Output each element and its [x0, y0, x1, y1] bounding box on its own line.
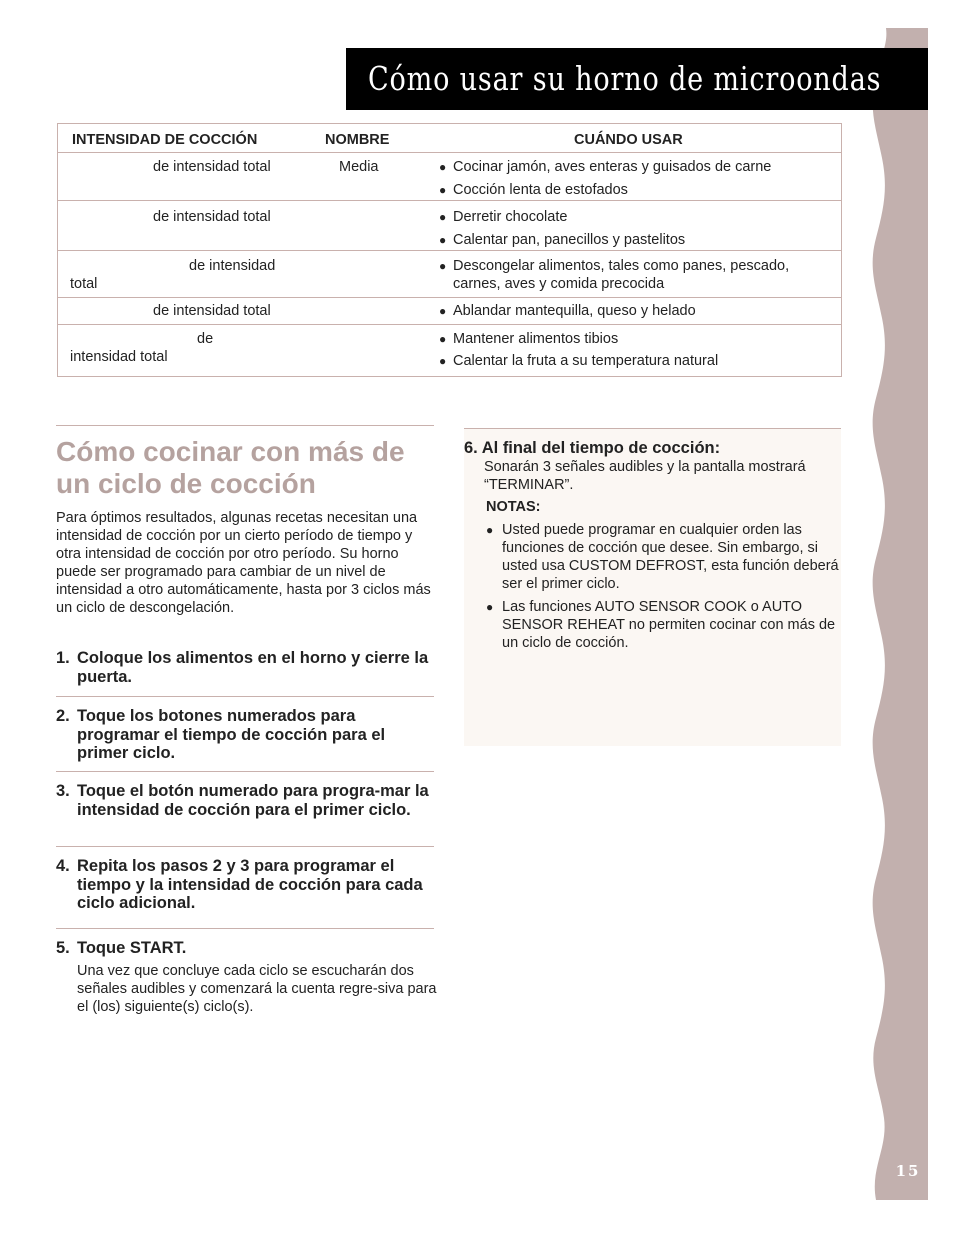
section-intro: Para óptimos resultados, algunas recetas necesitan una intensidad de cocción por un cierto período de tiempo y otra intensidad de cocción por otro período. Su horno puede ser programado para cambiar de un nivel de intensidad a otro automáticamente, hasta por 3 ciclos más un ciclo de descongelación.: [56, 510, 431, 616]
step-divider: [56, 696, 434, 697]
step-text: Repita los pasos 2 y 3 para programar el tiempo y la intensidad de cocción para cada ciclo adicional.: [77, 857, 423, 912]
intensity-cell: de intensidad: [189, 258, 276, 274]
step-text: Coloque los alimentos en el horno y cierre la puerta.: [77, 649, 429, 686]
step-6-box: [464, 428, 841, 746]
table-row: [58, 152, 841, 201]
table-row: [58, 250, 841, 298]
bullet-icon: ●: [486, 600, 494, 614]
bullet-icon: ●: [439, 160, 447, 174]
decorative-side-band: [872, 28, 928, 1200]
use-item: ● Mantener alimentos tibios: [439, 331, 619, 347]
step-divider: [56, 771, 434, 772]
table-row: [58, 297, 841, 325]
use-item: ● Derretir chocolate: [439, 209, 568, 225]
header-intensity: INTENSIDAD DE COCCIÓN: [72, 132, 258, 148]
use-item: ● Cocinar jamón, aves enteras y guisados de carne: [439, 159, 772, 175]
step-6-body: Sonarán 3 señales audibles y la pantalla mostrará “TERMINAR”.: [484, 459, 806, 493]
page-title-bar: [346, 48, 928, 110]
page-title: Cómo usar su horno de microondas: [368, 59, 882, 98]
use-item: ● Calentar la fruta a su temperatura natural: [439, 353, 719, 369]
name-cell: Media: [339, 159, 379, 175]
bullet-icon: ●: [439, 210, 447, 224]
step-number: 4.: [56, 857, 70, 875]
page-number: 15: [895, 1162, 921, 1180]
table-row: [58, 200, 841, 251]
step-5-body: Una vez que concluye cada ciclo se escucharán dos señales audibles y comenzará la cuenta regre-siva para el (los) siguiente(s) ciclo(s).: [77, 963, 437, 1015]
table-row: [58, 324, 841, 377]
step-divider: [56, 846, 434, 847]
use-item: ● Descongelar alimentos, tales como panes, pescado, carnes, aves y comida precocida: [439, 258, 790, 292]
step-divider: [56, 928, 434, 929]
step-3: [56, 782, 434, 819]
intensity-cell: de intensidad total: [153, 303, 271, 319]
intensity-cell: de intensidad total: [153, 159, 271, 175]
intensity-cell: de intensidad total: [153, 209, 271, 225]
intensity-cell-line2: intensidad total: [70, 349, 168, 365]
bullet-icon: ●: [439, 233, 447, 247]
note-item: [486, 521, 841, 593]
section-heading: Cómo cocinar con más de un ciclo de cocción: [56, 425, 434, 500]
bullet-icon: ●: [439, 332, 447, 346]
header-when-to-use: CUÁNDO USAR: [574, 132, 683, 148]
bullet-icon: ●: [439, 259, 447, 273]
step-number: 5.: [56, 939, 70, 957]
step-2: [56, 707, 434, 763]
note-item: [486, 598, 841, 652]
table-header-row: [58, 124, 841, 152]
step-text: Toque START.: [77, 939, 187, 957]
bullet-icon: ●: [439, 304, 447, 318]
step-1: [56, 649, 434, 686]
bullet-icon: ●: [486, 523, 494, 537]
use-item: ● Cocción lenta de estofados: [439, 182, 628, 198]
step-text: Toque los botones numerados para programar el tiempo de cocción para el primer ciclo.: [77, 707, 386, 762]
bullet-icon: ●: [439, 183, 447, 197]
bullet-icon: ●: [439, 354, 447, 368]
note-text: Usted puede programar en cualquier orden las funciones de cocción que desee. Sin embargo, si usted usa CUSTOM DEFROST, esta función deberá ser el primer ciclo.: [502, 522, 839, 592]
use-item: ● Calentar pan, panecillos y pastelitos: [439, 232, 686, 248]
box-top-rule: [464, 428, 841, 429]
step-6-title: 6. Al final del tiempo de cocción:: [464, 439, 721, 457]
step-number: 2.: [56, 707, 70, 725]
step-number: 3.: [56, 782, 70, 800]
use-item: ● Ablandar mantequilla, queso y helado: [439, 303, 696, 319]
step-text: Toque el botón numerado para progra-mar la intensidad de cocción para el primer ciclo.: [77, 782, 429, 819]
intensity-cell-line2: total: [70, 276, 98, 292]
wavy-band-shape: [873, 28, 928, 1200]
step-number: 1.: [56, 649, 70, 667]
cooking-power-table: [57, 123, 842, 377]
notes-label: NOTAS:: [486, 499, 541, 515]
intensity-cell: de: [197, 331, 214, 347]
note-text: Las funciones AUTO SENSOR COOK o AUTO SENSOR REHEAT no permiten cocinar con más de un ciclo de cocción.: [502, 599, 836, 651]
header-name: NOMBRE: [325, 132, 390, 148]
step-4: [56, 857, 434, 913]
step-5: [56, 939, 434, 958]
